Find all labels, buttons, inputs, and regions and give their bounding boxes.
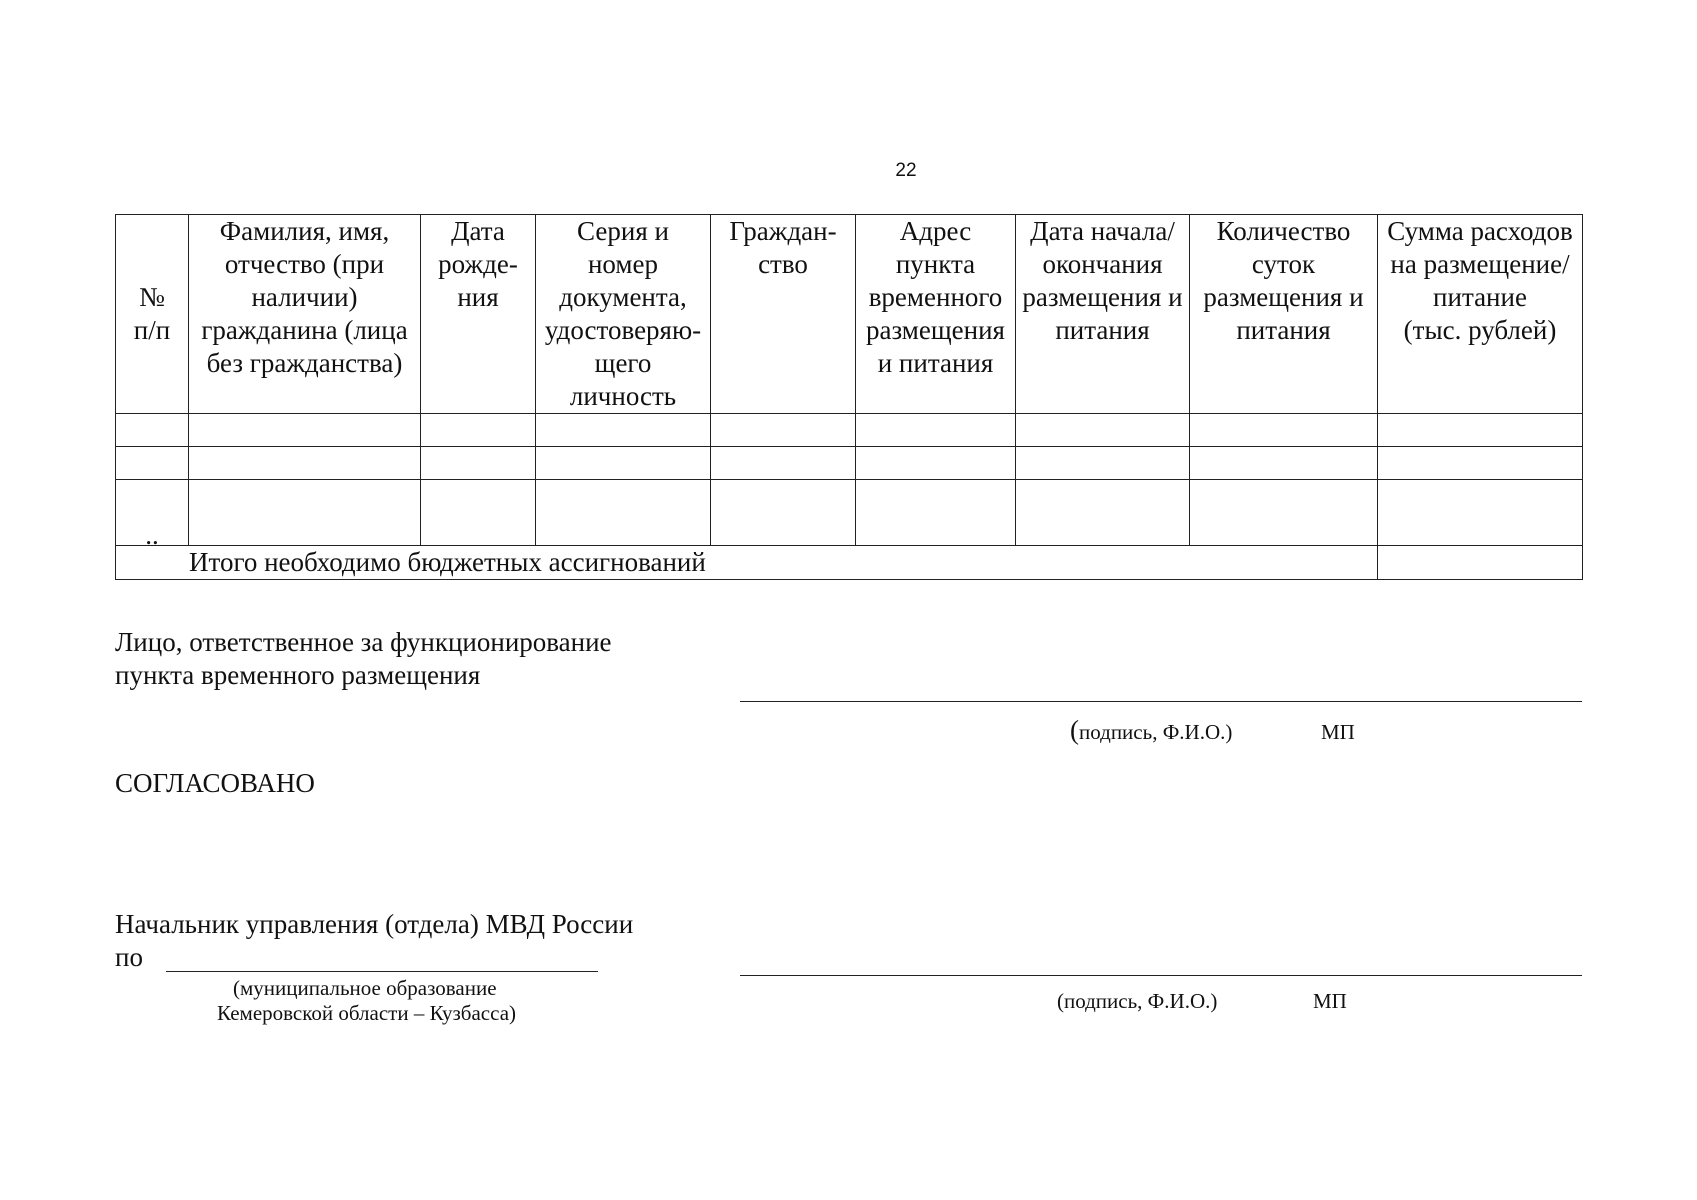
header-birth-date: Дата рожде- ния xyxy=(421,215,536,414)
header-number: № п/п xyxy=(116,215,189,414)
chief-signature-line xyxy=(740,975,1582,976)
chief-line1: Начальник управления (отдела) МВД России xyxy=(115,909,634,939)
responsible-signature-caption: (подпись, Ф.И.О.) xyxy=(1070,715,1233,745)
header-full-name: Фамилия, имя, отчество (при наличии) гражданина (лица без гражданства) xyxy=(189,215,421,414)
chief-signature-caption: (подпись, Ф.И.О.) xyxy=(1057,989,1218,1013)
total-row xyxy=(116,546,1583,580)
allocation-table xyxy=(115,214,1583,580)
chief-line2-prefix: по xyxy=(115,942,143,972)
header-citizenship: Граждан- ство xyxy=(711,215,856,414)
total-value-cell xyxy=(1378,546,1583,580)
row-ellipsis: .. xyxy=(116,480,189,546)
approved-label: СОГЛАСОВАНО xyxy=(115,768,315,798)
chief-stamp: МП xyxy=(1313,989,1347,1013)
responsible-person-line2: пункта временного размещения xyxy=(115,660,481,690)
table-row xyxy=(116,480,1583,546)
header-dates: Дата начала/ окончания размещения и питания xyxy=(1016,215,1190,414)
header-expenses: Сумма расходов на размещение/ питание (тыс. рублей) xyxy=(1378,215,1583,414)
municipality-caption-2: Кемеровской области – Кузбасса) xyxy=(217,1001,517,1025)
responsible-stamp: МП xyxy=(1321,720,1355,744)
table-row xyxy=(116,414,1583,447)
municipality-caption-1: (муниципальное образование xyxy=(233,976,497,1000)
table-header-row xyxy=(116,215,1583,414)
municipality-blank-line xyxy=(166,971,598,972)
header-id-document: Серия и номер документа, удостоверяю- щего личность xyxy=(536,215,711,414)
header-days-count: Количество суток размещения и питания xyxy=(1190,215,1378,414)
responsible-person-line1: Лицо, ответственное за функционирование xyxy=(115,627,612,657)
page-number: 22 xyxy=(895,160,917,181)
responsible-signature-line xyxy=(740,701,1582,702)
total-label: Итого необходимо бюджетных ассигнований xyxy=(116,546,1378,580)
table-row xyxy=(116,447,1583,480)
header-address: Адрес пункта временного размещения и питания xyxy=(856,215,1016,414)
